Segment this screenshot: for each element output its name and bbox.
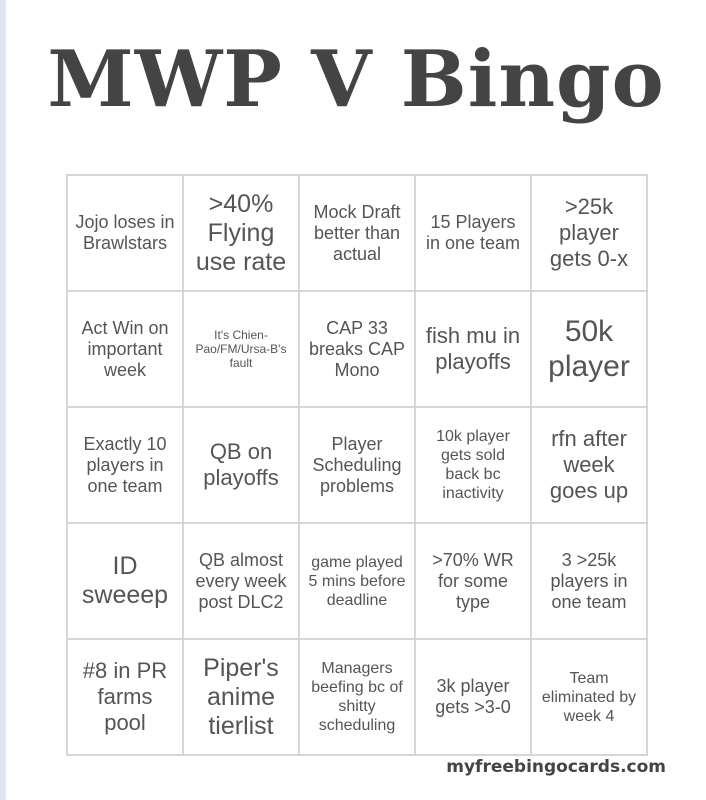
cell-text: Mock Draft better than actual: [313, 201, 401, 264]
bingo-cell[interactable]: [416, 292, 532, 408]
cell-text: ID sweeep: [81, 552, 169, 609]
cell-text: CAP 33 breaks CAP Mono: [308, 317, 406, 380]
bingo-cell[interactable]: [68, 524, 184, 640]
bingo-cell[interactable]: [68, 176, 184, 292]
bingo-cell[interactable]: [68, 408, 184, 524]
cell-text: Player Scheduling problems: [312, 433, 402, 496]
cell-text: >25k player gets 0-x: [549, 194, 629, 271]
cell-text: >40% Flying use rate: [195, 189, 287, 276]
bingo-cell[interactable]: [416, 176, 532, 292]
cell-text: Piper's anime tierlist: [203, 653, 279, 740]
cell-text: Jojo loses in Brawlstars: [75, 212, 175, 253]
cell-text: #8 in PR farms pool: [82, 658, 168, 735]
cell-text: fish mu in playoffs: [425, 323, 521, 374]
bingo-cell[interactable]: [184, 292, 300, 408]
site-watermark: myfreebingocards.com: [446, 757, 666, 777]
cell-text: Act Win on important week: [81, 317, 169, 380]
bingo-cell[interactable]: [532, 524, 648, 640]
bingo-cell[interactable]: [416, 408, 532, 524]
bingo-cell[interactable]: [300, 292, 416, 408]
cell-text: rfn after week goes up: [549, 426, 629, 503]
cell-text: QB almost every week post DLC2: [195, 549, 287, 612]
bingo-cell[interactable]: [184, 176, 300, 292]
bingo-cell[interactable]: [300, 524, 416, 640]
bingo-cell[interactable]: [416, 524, 532, 640]
cell-text: 3 >25k players in one team: [550, 549, 628, 612]
bingo-cell[interactable]: [532, 408, 648, 524]
cell-text: Managers beefing bc of shitty scheduling: [311, 660, 403, 734]
bingo-cell[interactable]: [532, 176, 648, 292]
bingo-cell[interactable]: [68, 292, 184, 408]
cell-text: QB on playoffs: [203, 439, 279, 490]
bingo-cell[interactable]: [184, 524, 300, 640]
bingo-cell[interactable]: [300, 408, 416, 524]
bingo-cell[interactable]: [532, 292, 648, 408]
cell-text: Team eliminated by week 4: [541, 669, 637, 725]
bingo-grid: [66, 174, 648, 756]
cell-text: 50k player: [548, 315, 630, 383]
bingo-cell[interactable]: [300, 640, 416, 756]
bingo-cell[interactable]: [300, 176, 416, 292]
cell-text: game played 5 mins before deadline: [308, 553, 406, 609]
bingo-cell[interactable]: [184, 640, 300, 756]
bingo-card: [6, 0, 706, 800]
bingo-cell[interactable]: [68, 640, 184, 756]
card-title: MWP V Bingo: [47, 34, 665, 125]
bingo-cell[interactable]: [184, 408, 300, 524]
cell-text: 3k player gets >3-0: [435, 676, 511, 717]
cell-text: Exactly 10 players in one team: [83, 433, 167, 496]
cell-text: It's Chien-Pao/FM/Ursa-B's fault: [195, 328, 287, 370]
cell-text: 15 Players in one team: [425, 212, 521, 253]
bingo-cell[interactable]: [532, 640, 648, 756]
bingo-cell[interactable]: [416, 640, 532, 756]
cell-text: >70% WR for some type: [432, 549, 514, 612]
cell-text: 10k player gets sold back bc inactivity: [436, 428, 510, 502]
